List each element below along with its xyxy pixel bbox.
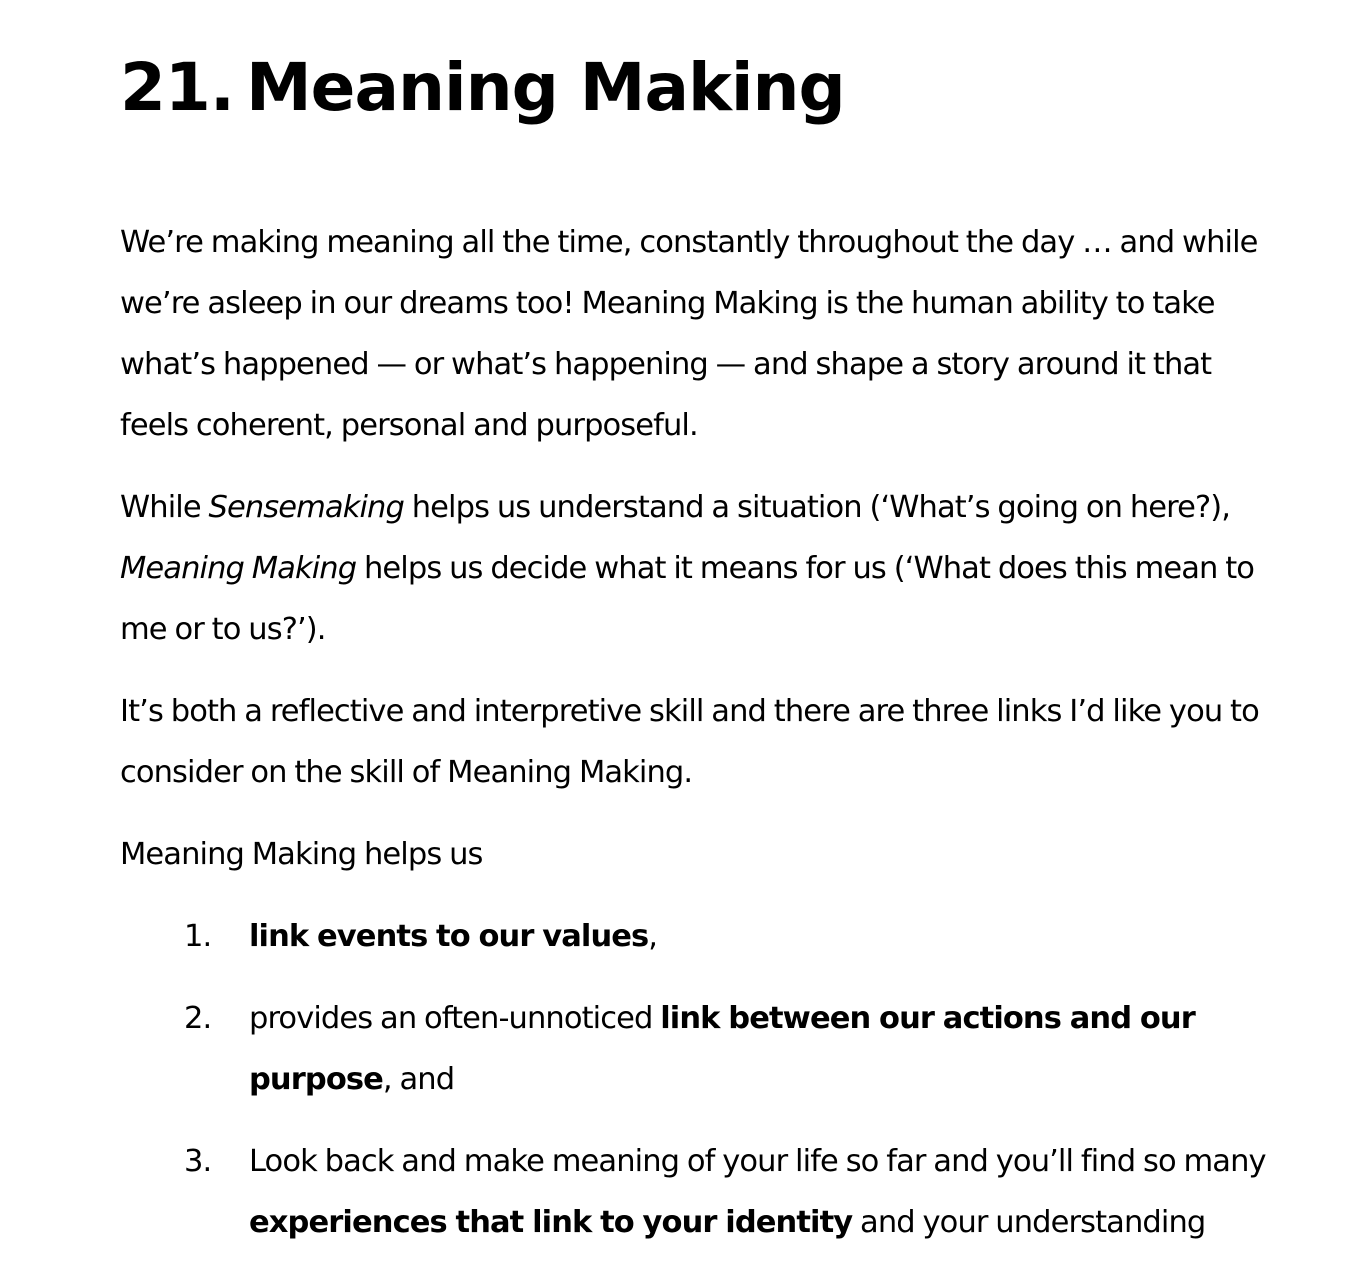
paragraph-text: helps us decide what it means for us (‘What does this mean to me or to us?’). bbox=[120, 551, 1255, 647]
list-item-text: , and bbox=[382, 1062, 455, 1097]
list-item-text: provides an often-unnoticed bbox=[249, 1001, 661, 1036]
paragraph-text: While bbox=[120, 490, 209, 525]
chapter-title-text: Meaning Making bbox=[246, 49, 845, 126]
chapter-number: 21. bbox=[120, 49, 234, 126]
numbered-list bbox=[120, 906, 1270, 1253]
list-item-text: and your understanding bbox=[852, 1205, 1206, 1240]
list-item-number: 3. bbox=[184, 1144, 212, 1179]
list-item bbox=[120, 906, 1270, 967]
list-item-number: 2. bbox=[184, 1001, 212, 1036]
chapter-body bbox=[120, 212, 1270, 1274]
emphasis-meaning-making: Meaning Making bbox=[120, 551, 357, 586]
emphasis-sensemaking: Sensemaking bbox=[208, 490, 404, 525]
chapter-title bbox=[120, 48, 845, 128]
list-item-bold: experiences that link to your identity bbox=[249, 1205, 853, 1240]
list-item-text: Look back and make meaning of your life so far and you’ll find so many bbox=[249, 1144, 1266, 1179]
paragraph-three-links: It’s both a reflective and interpretive skill and there are three links I’d like you to consider on the skill of Meaning Making. bbox=[120, 694, 1259, 790]
paragraph-sensemaking bbox=[120, 477, 1270, 660]
list-item bbox=[120, 988, 1270, 1110]
paragraph-list-intro: Meaning Making helps us bbox=[120, 837, 483, 872]
list-item bbox=[120, 1131, 1270, 1253]
paragraph-intro: We’re making meaning all the time, constantly throughout the day … and while we’re asleep in our dreams too! Meaning Making is the human ability to take what’s happened — or what’s happening — and shape a story around it that feels coherent, personal and purposeful. bbox=[120, 225, 1258, 443]
list-item-bold: link events to our values bbox=[249, 919, 649, 954]
list-item-number: 1. bbox=[184, 919, 212, 954]
paragraph-text: helps us understand a situation (‘What’s going on here?), bbox=[403, 490, 1231, 525]
list-item-bold: link between our actions and our purpose bbox=[249, 1001, 1195, 1097]
list-item-text: , bbox=[648, 919, 658, 954]
